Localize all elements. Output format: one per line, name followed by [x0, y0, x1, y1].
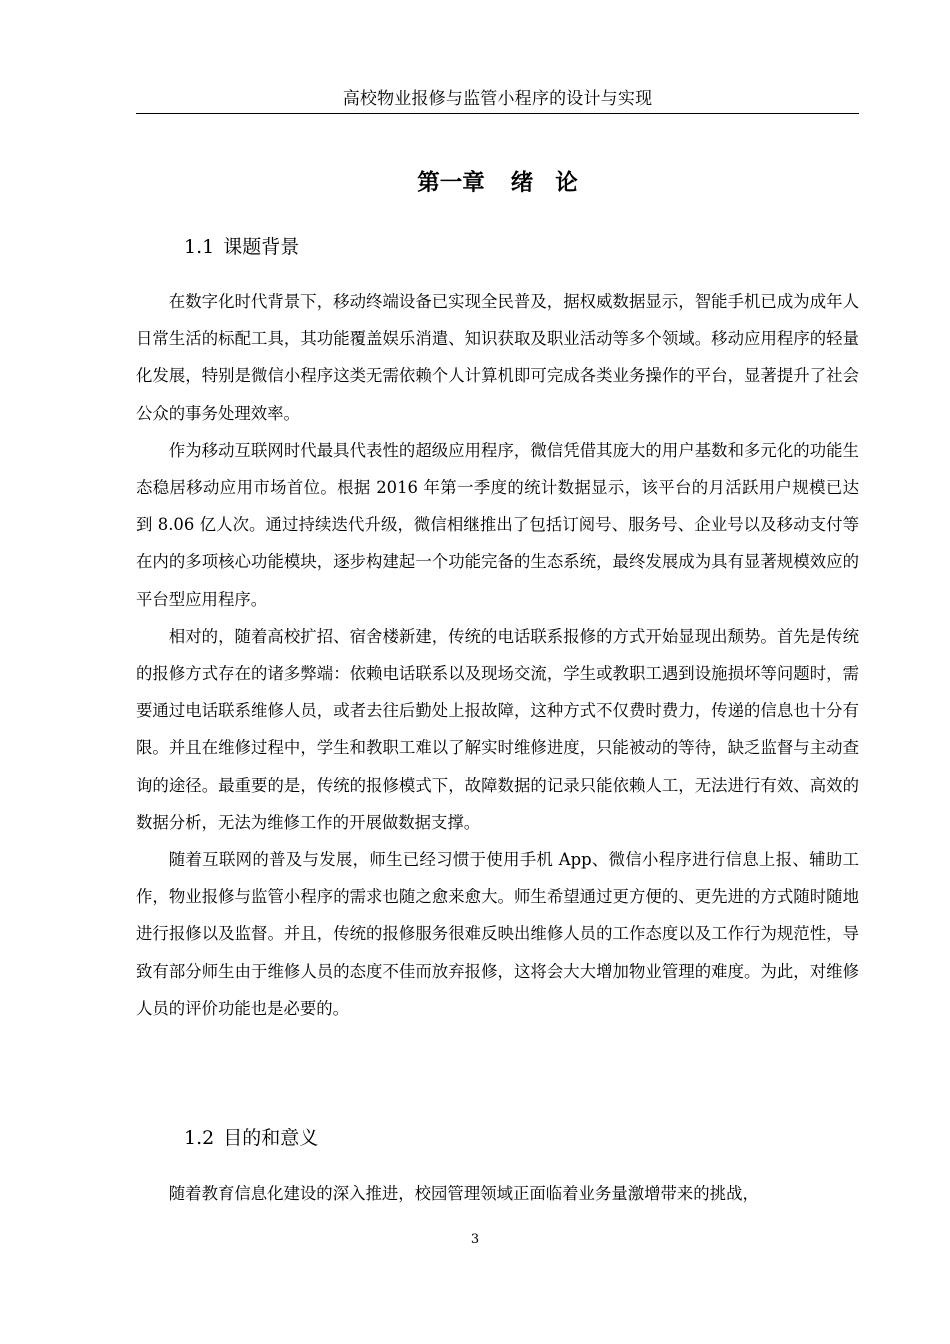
- section-1-1-body: [136, 283, 859, 1027]
- section-1-2-body: [136, 1175, 859, 1212]
- chapter-title: [136, 166, 859, 200]
- section-heading-1-2: [184, 1124, 318, 1152]
- section-title: 目的和意义: [223, 1127, 319, 1149]
- section-title: 课题背景: [223, 236, 300, 258]
- section-heading-1-1: [184, 233, 299, 261]
- chapter-label: 第一章: [417, 170, 485, 196]
- paragraph: 随着教育信息化建设的深入推进，校园管理领域正面临着业务量激增带来的挑战，: [168, 1184, 759, 1203]
- paragraph: 随着互联网的普及与发展，师生已经习惯于使用手机 App、微信小程序进行信息上报、辅助工作，物业报修与监管小程序的需求也随之愈来愈大。师生希望通过更方便的、更先进的方式随时随地进行报修以及监督。并且，传统的报修服务很难反映出维修人员的工作态度以及工作行为规范性，导致有部分师生由于维修人员的态度不佳而放弃报修，这将会大大增加物业管理的难度。为此，对维修人员的评价功能也是必要的。: [136, 850, 859, 1018]
- paragraph: 在数字化时代背景下，移动终端设备已实现全民普及，据权威数据显示，智能手机已成为成年人日常生活的标配工具，其功能覆盖娱乐消遣、知识获取及职业活动等多个领域。移动应用程序的轻量化发展，特别是微信小程序这类无需依赖个人计算机即可完成各类业务操作的平台，显著提升了社会公众的事务处理效率。: [136, 292, 859, 423]
- section-number: 1.1: [184, 236, 215, 258]
- chapter-title-char-2: 论: [555, 170, 578, 196]
- running-header: 高校物业报修与监管小程序的设计与实现: [342, 89, 653, 109]
- chapter-title-char-1: 绪: [510, 170, 534, 196]
- page-number: 3: [470, 1232, 480, 1247]
- paragraph: 相对的，随着高校扩招、宿舍楼新建，传统的电话联系报修的方式开始显现出颓势。首先是传统的报修方式存在的诸多弊端：依赖电话联系以及现场交流，学生或教职工遇到设施损坏等问题时，需要通过电话联系维修人员，或者去往后勤处上报故障，这种方式不仅费时费力，传递的信息也十分有限。并且在维修过程中，学生和教职工难以了解实时维修进度，只能被动的等待，缺乏监督与主动查询的途径。最重要的是，传统的报修模式下，故障数据的记录只能依赖人工，无法进行有效、高效的数据分析，无法为维修工作的开展做数据支撑。: [136, 626, 859, 832]
- paragraph: 作为移动互联网时代最具代表性的超级应用程序，微信凭借其庞大的用户基数和多元化的功能生态稳居移动应用市场首位。根据 2016 年第一季度的统计数据显示，该平台的月活跃用户规模已达到 8.06 亿人次。通过持续迭代升级，微信相继推出了包括订阅号、服务号、企业号以及移动支付等在内的多项核心功能模块，逐步构建起一个功能完备的生态系统，最终发展成为具有显著规模效应的平台型应用程序。: [136, 440, 859, 609]
- section-number: 1.2: [184, 1127, 215, 1149]
- header-rule: [136, 113, 859, 114]
